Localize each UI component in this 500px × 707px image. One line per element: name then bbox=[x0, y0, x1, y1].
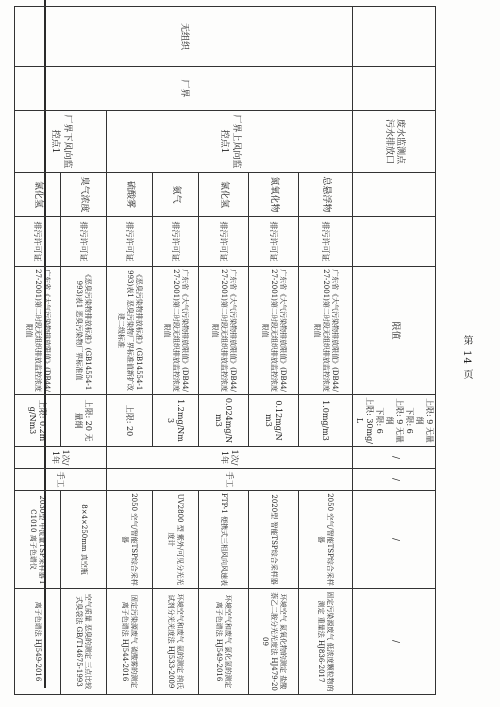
sampling-3-text: FTP-1 便携式三相风向风速表 bbox=[219, 493, 228, 586]
sampling-2-text: 2020型 智能TSP综合采样器 bbox=[269, 494, 278, 585]
pollutant-5-text: 硫酸雾 bbox=[125, 180, 136, 208]
point-upwind bbox=[107, 111, 353, 173]
sampling-5-text: 2050 空气/智能TSP综合采样器 bbox=[121, 493, 139, 586]
header-limit-text: 限值 bbox=[389, 321, 400, 340]
analysis-5 bbox=[107, 589, 153, 695]
pollutant-4 bbox=[153, 173, 199, 217]
cell-blank-d bbox=[353, 217, 436, 267]
analysis-6-text: 空气质量 恶臭的测定 三点比较式臭袋法 GB/T14675-1993 bbox=[75, 593, 93, 690]
freq-6 bbox=[15, 447, 107, 469]
manual-6-text: 手工 bbox=[56, 471, 66, 488]
top-limit-3: 上限: 9 bbox=[395, 398, 404, 425]
standard-7-text: 广东省《大气污染物排放限值》(DB44/27-2001)第二时段无组织排放监控浓度限值 bbox=[25, 269, 51, 392]
stdtype-7-text: 排污许可证 bbox=[33, 221, 43, 262]
stdtype-1 bbox=[299, 217, 353, 267]
cell-blank-h: / bbox=[353, 589, 436, 695]
top-limit-3b: 无量纲 bbox=[385, 416, 404, 443]
page-number: 第 14 页 bbox=[461, 335, 472, 381]
freq-1 bbox=[107, 447, 353, 469]
stdtype-2 bbox=[249, 217, 299, 267]
top-limit-4: 下限: 6 bbox=[375, 407, 384, 434]
point-downwind bbox=[15, 111, 107, 173]
group-cell bbox=[15, 67, 353, 111]
freq-6-text: 1次/1年 bbox=[51, 449, 71, 466]
analysis-2 bbox=[249, 589, 299, 695]
stdtype-1-text: 排污许可证 bbox=[321, 221, 331, 262]
standard-4-text: 广东省《大气污染物排放限值》(DB44/27-2001)第二时段无组织排放监控浓度限值 bbox=[163, 269, 189, 392]
manual-1 bbox=[107, 469, 353, 491]
manual-1-text: 手工 bbox=[225, 471, 235, 488]
pollutant-1-text: 总悬浮物 bbox=[321, 176, 332, 213]
analysis-4 bbox=[153, 589, 199, 695]
stdtype-3 bbox=[199, 217, 249, 267]
standard-6 bbox=[61, 267, 107, 395]
limit-5 bbox=[107, 395, 153, 447]
standard-3-text: 广东省《大气污染物排放限值》(DB44/27-2001)第二时段无组织排放监控浓度限值 bbox=[211, 269, 237, 392]
pollutant-5 bbox=[107, 173, 153, 217]
cell-blank-b bbox=[353, 67, 436, 111]
monitoring-table bbox=[14, 6, 436, 695]
sampling-3 bbox=[199, 491, 249, 589]
stdtype-4-text: 排污许可证 bbox=[171, 221, 181, 262]
standard-5-text: 《恶臭污染物排放标准》(GB14554-1993)表1 恶臭污染物厂界标准值新扩改建二级标准 bbox=[117, 270, 143, 391]
sampling-7 bbox=[15, 491, 61, 589]
limit-6 bbox=[61, 395, 107, 447]
pollutant-4-text: 氨气 bbox=[171, 185, 182, 204]
standard-2 bbox=[249, 267, 299, 395]
area-cell bbox=[15, 7, 353, 67]
sampling-2 bbox=[249, 491, 299, 589]
standard-1-text: 广东省《大气污染物排放限值》(DB44/27-2001)第二时段无组织排放监控浓度限值 bbox=[313, 269, 339, 392]
freq-1-text: 1次/1年 bbox=[220, 449, 240, 466]
header-category bbox=[353, 111, 436, 173]
analysis-7 bbox=[15, 589, 61, 695]
limit-7 bbox=[15, 395, 61, 447]
analysis-1 bbox=[299, 589, 353, 695]
cell-blank-g: / bbox=[353, 491, 436, 589]
header-category-sub: 污水排放口 bbox=[384, 118, 394, 164]
cell-blank-e: / bbox=[353, 447, 436, 469]
stdtype-2-text: 排污许可证 bbox=[269, 221, 279, 262]
analysis-5-text: 固定污染源废气 硫酸雾的测定 离子色谱法 HJ544-2016 bbox=[121, 594, 139, 689]
stdtype-4 bbox=[153, 217, 199, 267]
limit-3 bbox=[199, 395, 249, 447]
pollutant-6-text: 臭气浓度 bbox=[79, 176, 90, 213]
stdtype-5 bbox=[107, 217, 153, 267]
point-upwind-text: 厂界上风向监控点1 bbox=[219, 114, 241, 169]
limit-1-text: 1.0mg/m3 bbox=[321, 400, 331, 441]
pollutant-7-text: 氯化氢 bbox=[33, 180, 44, 208]
area-text: 无组织 bbox=[179, 22, 190, 50]
manual-6 bbox=[15, 469, 107, 491]
standard-2-text: 广东省《大气污染物排放限值》(DB44/27-2001)第二时段无组织排放监控浓度限值 bbox=[261, 269, 287, 392]
pollutant-7 bbox=[15, 173, 61, 217]
group-text: 厂界 bbox=[179, 79, 190, 98]
pollutant-2-text: 氮氧化物 bbox=[269, 176, 280, 213]
cell-blank-a bbox=[353, 7, 436, 67]
stdtype-6-text: 排污许可证 bbox=[79, 221, 89, 262]
sampling-5 bbox=[107, 491, 153, 589]
analysis-1-text: 固定污染源废气 低浓度颗粒物的测定 重量法 HJ836-2017 bbox=[317, 591, 335, 692]
pollutant-2 bbox=[249, 173, 299, 217]
top-limit-1b: 无量纲 bbox=[415, 416, 434, 443]
top-limit-2: 下限: 6 bbox=[405, 407, 414, 434]
limit-4-text: 1.2mg/Nm3 bbox=[166, 399, 186, 442]
standard-1 bbox=[299, 267, 353, 395]
standard-6-text: 《恶臭污染物排放标准》(GB14554-1993)表1 恶臭污染物厂界标准值 bbox=[75, 270, 93, 391]
standard-3 bbox=[199, 267, 249, 395]
point-downwind-text: 厂界下风向监控点1 bbox=[50, 114, 72, 169]
standard-4 bbox=[153, 267, 199, 395]
top-limit-5b: 30mg/L bbox=[355, 417, 374, 444]
limit-2 bbox=[249, 395, 299, 447]
top-limit-5: 上限: bbox=[365, 397, 374, 416]
limit-2-text: 0.12mg/Nm3 bbox=[264, 400, 284, 441]
limit-6-text: 上限: 20 无量纲 bbox=[74, 399, 94, 442]
standard-7 bbox=[15, 267, 61, 395]
sampling-1 bbox=[299, 491, 353, 589]
limit-1 bbox=[299, 395, 353, 447]
cell-blank-c bbox=[353, 173, 436, 217]
sampling-6 bbox=[61, 491, 107, 589]
pollutant-6 bbox=[61, 173, 107, 217]
header-limit bbox=[353, 267, 436, 395]
limit-5-text: 上限: 20 bbox=[125, 404, 135, 437]
standard-5 bbox=[107, 267, 153, 395]
pollutant-3 bbox=[199, 173, 249, 217]
limit-7-text: 上限: 0.2mg/Nm3 bbox=[28, 399, 48, 442]
sampling-6-text: 8×4×250mm 真空瓶 bbox=[79, 504, 88, 575]
top-limit-cell bbox=[353, 395, 436, 447]
header-category-text: 废水监测点 bbox=[395, 118, 406, 164]
pollutant-1 bbox=[299, 173, 353, 217]
pollutant-3-text: 氯化氢 bbox=[219, 180, 230, 208]
sampling-1-text: 2050 空气/智能TSP综合采样器 bbox=[317, 493, 335, 586]
stdtype-6 bbox=[61, 217, 107, 267]
sampling-7-text: 2030型 中流量TSP采样器 IC1010 离子色谱仪 bbox=[29, 495, 47, 584]
stdtype-7 bbox=[15, 217, 61, 267]
analysis-3 bbox=[199, 589, 249, 695]
analysis-2-text: 环境空气 氮氧化物的测定 盐酸萘乙二胺分光光度法 HJ479-2009 bbox=[261, 592, 287, 691]
analysis-4-text: 环境空气和废气 氨的测定 纳氏试剂分光光度法 HJ533-2009 bbox=[167, 593, 185, 690]
stdtype-3-text: 排污许可证 bbox=[219, 221, 229, 262]
stdtype-5-text: 排污许可证 bbox=[125, 221, 135, 262]
cell-blank-f: / bbox=[353, 469, 436, 491]
analysis-6 bbox=[61, 589, 107, 695]
sampling-4-text: UV2800 型 紫外/可见分光光度计 bbox=[167, 493, 185, 586]
sampling-4 bbox=[153, 491, 199, 589]
rotated-table-wrapper bbox=[25, 6, 436, 694]
limit-3-text: 0.024mg/Nm3 bbox=[214, 397, 234, 444]
analysis-7-text: 离子色谱法 HJ549-2016 bbox=[33, 601, 42, 682]
analysis-3-text: 环境空气和废气 氯化氢的测定 离子色谱法 HJ549-2016 bbox=[215, 594, 233, 689]
limit-4 bbox=[153, 395, 199, 447]
top-limit-1: 上限: 9 bbox=[425, 398, 434, 425]
